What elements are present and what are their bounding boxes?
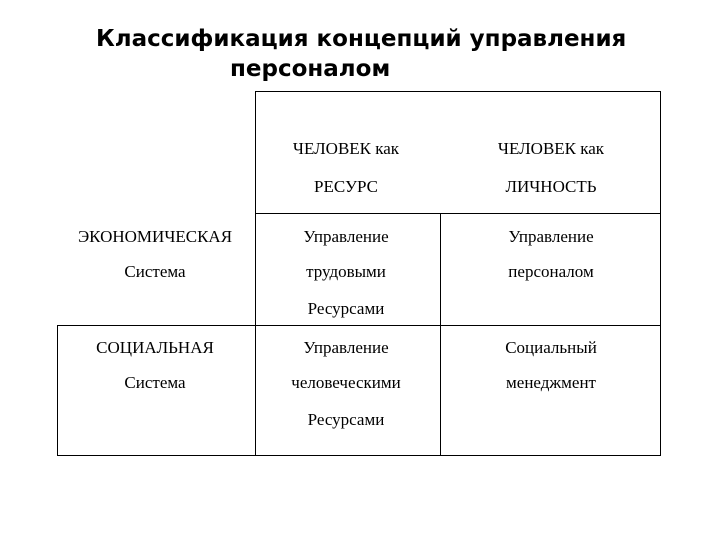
row-economic-line-2: Система <box>124 262 186 281</box>
header-personality-line-1: ЧЕЛОВЕК как <box>497 139 605 158</box>
title-line-2: персоналом <box>230 56 391 82</box>
table-border-right <box>660 91 661 456</box>
cell-social-line-2: менеджмент <box>506 373 596 392</box>
table-divider-columns <box>440 213 441 456</box>
header-personality-line-2: ЛИЧНОСТЬ <box>505 177 597 196</box>
cell-personnel-line-1: Управление <box>508 227 594 246</box>
table-border-bottom <box>57 455 661 456</box>
cell-labor-line-3: Ресурсами <box>307 299 385 318</box>
row-social-line-2: Система <box>124 373 186 392</box>
row-economic-line-1: ЭКОНОМИЧЕСКАЯ <box>77 227 233 246</box>
header-resource-line-1: ЧЕЛОВЕК как <box>292 139 400 158</box>
cell-social-line-1: Социальный <box>505 338 597 357</box>
table-divider-label <box>255 91 256 456</box>
cell-human-line-3: Ресурсами <box>307 410 385 429</box>
cell-human-line-2: человеческими <box>291 373 401 392</box>
title-line-1: Классификация концепций управления <box>96 26 627 52</box>
header-resource-line-2: РЕСУРС <box>314 177 378 196</box>
table-divider-rows <box>57 325 661 326</box>
row-social-line-1: СОЦИАЛЬНАЯ <box>96 338 214 357</box>
cell-personnel-line-2: персоналом <box>508 262 594 281</box>
table-border-left-label <box>57 325 58 456</box>
table-border-top <box>255 91 661 92</box>
cell-human-line-1: Управление <box>303 338 389 357</box>
table-divider-header <box>255 213 661 214</box>
cell-labor-line-1: Управление <box>303 227 389 246</box>
cell-labor-line-2: трудовыми <box>306 262 386 281</box>
